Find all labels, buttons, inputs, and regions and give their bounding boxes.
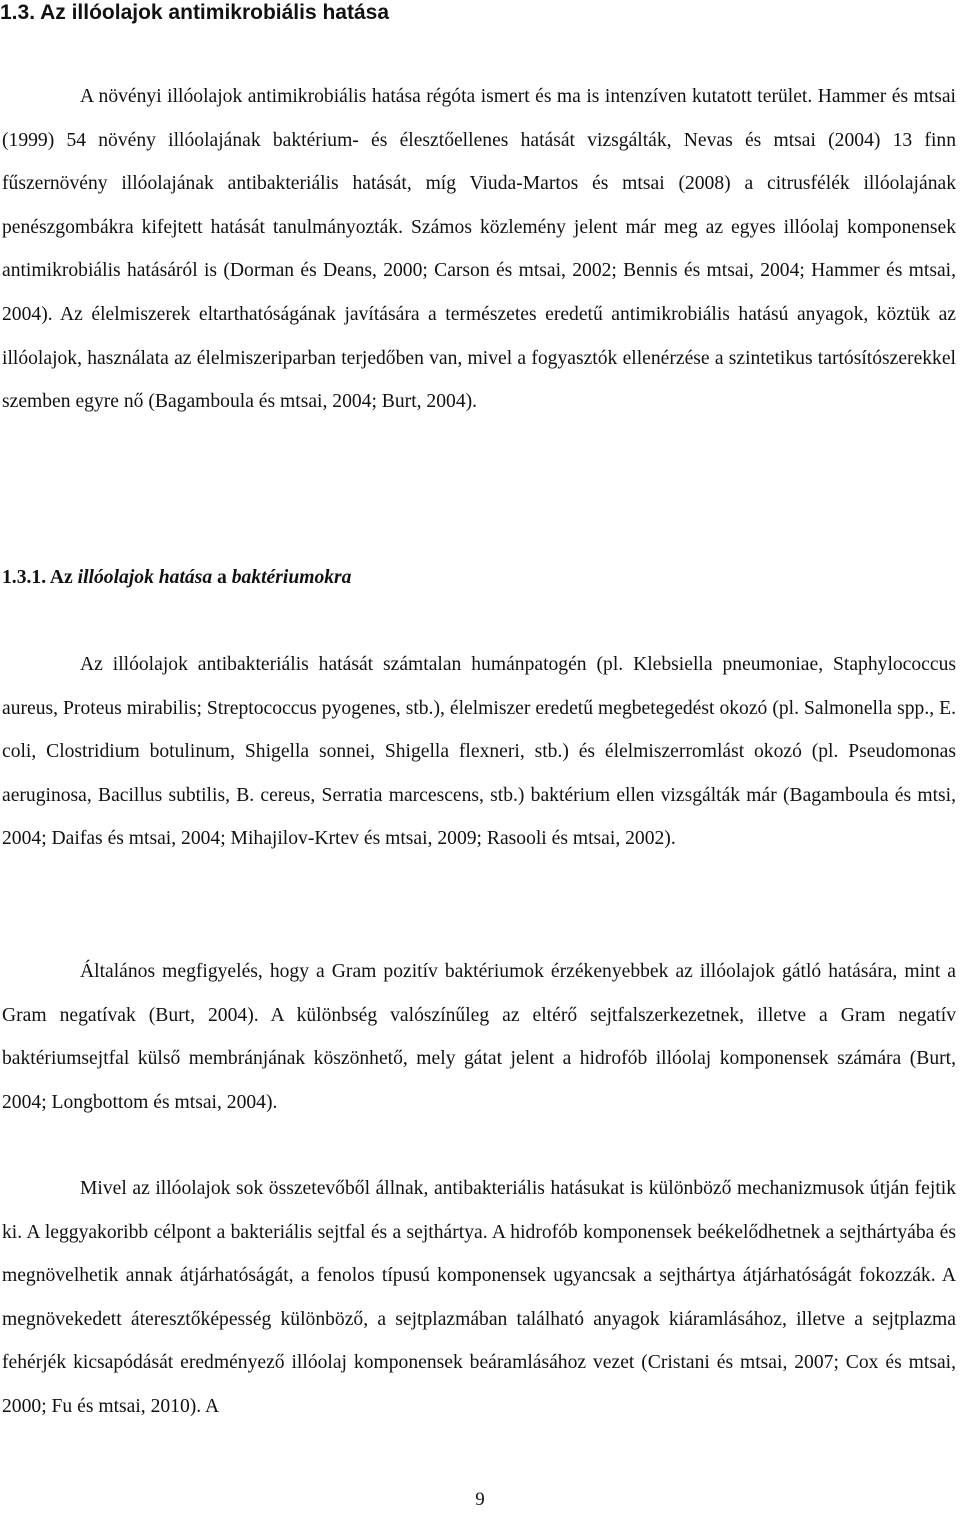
section-heading: 1.3. Az illóolajok antimikrobiális hatása — [0, 1, 390, 24]
subsection-paragraph-1: Az illóolajok antibakteriális hatását számtalan humánpatogén (pl. Klebsiella pneumoniae, Staphylococcus aureus, Proteus mirabilis; Streptococcus pyogenes, stb.), élelmiszer eredetű megbetegedést okozó (pl. Salmonella spp., E. coli, Clostridium botulinum, Shigella sonnei, Shigella flexneri, stb.) és élelmiszerromlást okozó (pl. Pseudomonas aeruginosa, Bacillus subtilis, B. cereus, Serratia marcescens, stb.) baktérium ellen vizsgálták már (Bagamboula és mtsi, 2004; Daifas és mtsai, 2004; Mihajilov-Krtev és mtsai, 2009; Rasooli és mtsai, 2002). — [2, 654, 956, 850]
subsection-heading-middle: a — [212, 567, 232, 588]
subsection-heading-italic-1: illóolajok hatása — [77, 567, 213, 588]
subsection-paragraph-3: Mivel az illóolajok sok összetevőből állnak, antibakteriális hatásukat is különböző mechanizmusok útján fejtik ki. A leggyakoribb célpont a bakteriális sejtfal és a sejthártya. A hidrofób komponensek beékelődhetnek a sejthártyába és megnövelhetik annak átjárhatóságát, a fenolos típusú komponensek ugyancsak a sejthártya átjárhatóságát fokozzák. A megnövekedett áteresztőképesség különböző, a sejtplazmában található anyagok kiáramlásához, illetve a sejtplazma fehérjék kicsapódását eredményező illóolaj komponensek beáramlásához vezet (Cristani és mtsai, 2007; Cox és mtsai, 2000; Fu és mtsai, 2010). A — [2, 1178, 956, 1417]
page-number: 9 — [475, 1489, 485, 1510]
subsection-heading-prefix: 1.3.1. Az — [2, 567, 78, 588]
section-paragraph: A növényi illóolajok antimikrobiális hatása régóta ismert és ma is intenzíven kutatott terület. Hammer és mtsai (1999) 54 növény illóolajának baktérium- és élesztőellenes hatását vizsgálták, Nevas és mtsai (2004) 13 finn fűszernövény illóolajának antibakteriális hatását, míg Viuda-Martos és mtsai (2008) a citrusfélék illóolajának penészgombákra kifejtett hatását tanulmányozták. Számos közlemény jelent már meg az egyes illóolaj komponensek antimikrobiális hatásáról is (Dorman és Deans, 2000; Carson és mtsai, 2002; Bennis és mtsai, 2004; Hammer és mtsai, 2004). Az élelmiszerek eltarthatóságának javítására a természetes eredetű antimikrobiális hatású anyagok, köztük az illóolajok, használata az élelmiszeriparban terjedőben van, mivel a fogyasztók ellenérzése a szintetikus tartósítószerekkel szemben egyre nő (Bagamboula és mtsai, 2004; Burt, 2004). — [2, 86, 956, 413]
subsection-paragraph-2: Általános megfigyelés, hogy a Gram pozitív baktériumok érzékenyebbek az illóolajok gátló hatására, mint a Gram negatívak (Burt, 2004). A különbség valószínűleg az eltérő sejtfalszerkezetnek, illetve a Gram negatív baktériumsejtfal külső membránjának köszönhető, mely gátat jelent a hidrofób illóolaj komponensek számára (Burt, 2004; Longbottom és mtsai, 2004). — [2, 961, 956, 1113]
subsection-heading-italic-2: baktériumokra — [231, 567, 352, 588]
subsection-heading — [2, 563, 351, 593]
